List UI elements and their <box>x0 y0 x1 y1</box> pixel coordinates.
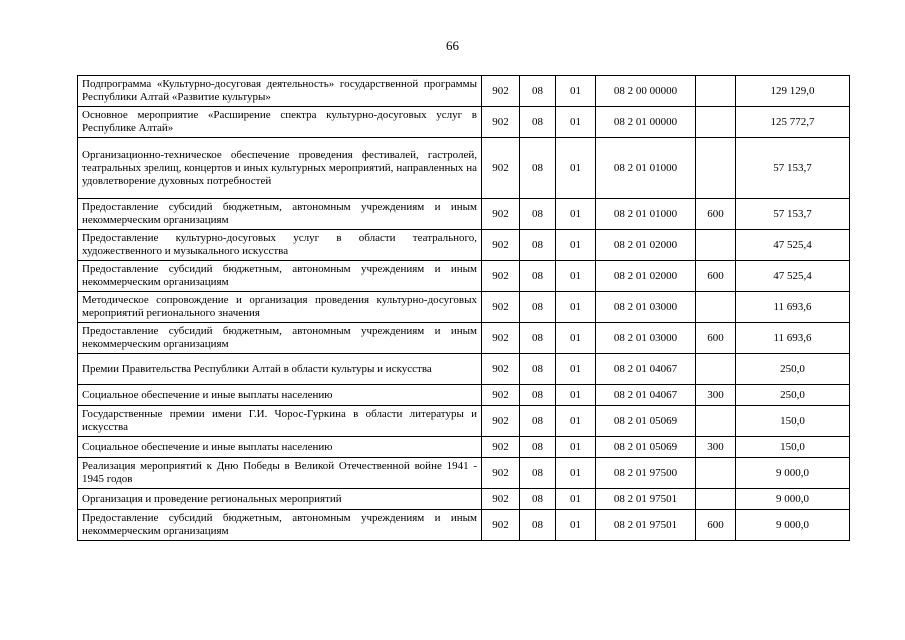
section-code: 08 <box>520 138 556 199</box>
subsection-code: 01 <box>556 261 596 292</box>
subsection-code: 01 <box>556 107 596 138</box>
expense-type-code <box>696 489 736 510</box>
section-code: 08 <box>520 199 556 230</box>
expense-type-code <box>696 354 736 385</box>
section-code: 08 <box>520 437 556 458</box>
amount: 9 000,0 <box>736 458 850 489</box>
amount: 9 000,0 <box>736 510 850 541</box>
ministry-code: 902 <box>482 458 520 489</box>
item-name: Организация и проведение региональных мероприятий <box>78 489 482 510</box>
expense-type-code: 300 <box>696 437 736 458</box>
ministry-code: 902 <box>482 437 520 458</box>
subsection-code: 01 <box>556 489 596 510</box>
expense-type-code: 600 <box>696 199 736 230</box>
subsection-code: 01 <box>556 406 596 437</box>
section-code: 08 <box>520 76 556 107</box>
item-name: Предоставление культурно-досуговых услуг в области театрального, художественного и музыкального искусства <box>78 230 482 261</box>
item-name: Предоставление субсидий бюджетным, автономным учреждениям и иным некоммерческим организациям <box>78 323 482 354</box>
subsection-code: 01 <box>556 230 596 261</box>
target-article-code: 08 2 01 05069 <box>596 406 696 437</box>
table-row <box>78 385 850 406</box>
amount: 57 153,7 <box>736 138 850 199</box>
expense-type-code <box>696 107 736 138</box>
target-article-code: 08 2 01 04067 <box>596 354 696 385</box>
table-row <box>78 138 850 199</box>
expense-type-code <box>696 458 736 489</box>
target-article-code: 08 2 01 00000 <box>596 107 696 138</box>
subsection-code: 01 <box>556 199 596 230</box>
ministry-code: 902 <box>482 510 520 541</box>
amount: 11 693,6 <box>736 292 850 323</box>
ministry-code: 902 <box>482 230 520 261</box>
item-name: Социальное обеспечение и иные выплаты населению <box>78 437 482 458</box>
expense-type-code: 600 <box>696 510 736 541</box>
amount: 250,0 <box>736 354 850 385</box>
item-name: Предоставление субсидий бюджетным, автономным учреждениям и иным некоммерческим организациям <box>78 261 482 292</box>
expense-type-code <box>696 76 736 107</box>
ministry-code: 902 <box>482 261 520 292</box>
section-code: 08 <box>520 510 556 541</box>
ministry-code: 902 <box>482 406 520 437</box>
item-name: Методическое сопровождение и организация проведения культурно-досуговых мероприятий регионального значения <box>78 292 482 323</box>
target-article-code: 08 2 01 03000 <box>596 292 696 323</box>
ministry-code: 902 <box>482 107 520 138</box>
item-name: Премии Правительства Республики Алтай в области культуры и искусства <box>78 354 482 385</box>
target-article-code: 08 2 01 97500 <box>596 458 696 489</box>
amount: 47 525,4 <box>736 230 850 261</box>
table-row <box>78 230 850 261</box>
ministry-code: 902 <box>482 354 520 385</box>
section-code: 08 <box>520 354 556 385</box>
target-article-code: 08 2 01 03000 <box>596 323 696 354</box>
subsection-code: 01 <box>556 437 596 458</box>
target-article-code: 08 2 01 01000 <box>596 199 696 230</box>
subsection-code: 01 <box>556 510 596 541</box>
subsection-code: 01 <box>556 138 596 199</box>
table-row <box>78 437 850 458</box>
ministry-code: 902 <box>482 292 520 323</box>
table-row <box>78 489 850 510</box>
expense-type-code <box>696 406 736 437</box>
table-row <box>78 406 850 437</box>
amount: 47 525,4 <box>736 261 850 292</box>
subsection-code: 01 <box>556 292 596 323</box>
section-code: 08 <box>520 261 556 292</box>
target-article-code: 08 2 01 04067 <box>596 385 696 406</box>
amount: 125 772,7 <box>736 107 850 138</box>
expense-type-code <box>696 138 736 199</box>
target-article-code: 08 2 01 97501 <box>596 510 696 541</box>
expense-type-code: 600 <box>696 323 736 354</box>
page-number: 66 <box>446 38 459 53</box>
table-row <box>78 261 850 292</box>
expense-type-code: 300 <box>696 385 736 406</box>
amount: 250,0 <box>736 385 850 406</box>
amount: 57 153,7 <box>736 199 850 230</box>
item-name: Государственные премии имени Г.И. Чорос-Гуркина в области литературы и искусства <box>78 406 482 437</box>
ministry-code: 902 <box>482 138 520 199</box>
expense-type-code: 600 <box>696 261 736 292</box>
ministry-code: 902 <box>482 323 520 354</box>
item-name: Подпрограмма «Культурно-досуговая деятельность» государственной программы Республики Алтай «Развитие культуры» <box>78 76 482 107</box>
subsection-code: 01 <box>556 458 596 489</box>
ministry-code: 902 <box>482 199 520 230</box>
section-code: 08 <box>520 292 556 323</box>
target-article-code: 08 2 01 01000 <box>596 138 696 199</box>
table-row <box>78 199 850 230</box>
target-article-code: 08 2 01 02000 <box>596 261 696 292</box>
item-name: Организационно-техническое обеспечение проведения фестивалей, гастролей, театральных зрелищ, концертов и иных культурных мероприятий, направленных на удовлетворение духовных потребностей <box>78 138 482 199</box>
ministry-code: 902 <box>482 385 520 406</box>
section-code: 08 <box>520 107 556 138</box>
amount: 150,0 <box>736 406 850 437</box>
table-row <box>78 107 850 138</box>
subsection-code: 01 <box>556 76 596 107</box>
table-row <box>78 510 850 541</box>
budget-table <box>77 75 850 541</box>
expense-type-code <box>696 292 736 323</box>
target-article-code: 08 2 01 02000 <box>596 230 696 261</box>
item-name: Предоставление субсидий бюджетным, автономным учреждениям и иным некоммерческим организациям <box>78 199 482 230</box>
table-row <box>78 354 850 385</box>
table-row <box>78 458 850 489</box>
subsection-code: 01 <box>556 323 596 354</box>
section-code: 08 <box>520 458 556 489</box>
amount: 129 129,0 <box>736 76 850 107</box>
table-row <box>78 292 850 323</box>
ministry-code: 902 <box>482 76 520 107</box>
section-code: 08 <box>520 385 556 406</box>
section-code: 08 <box>520 406 556 437</box>
item-name: Основное мероприятие «Расширение спектра культурно-досуговых услуг в Республике Алтай» <box>78 107 482 138</box>
amount: 150,0 <box>736 437 850 458</box>
item-name: Социальное обеспечение и иные выплаты населению <box>78 385 482 406</box>
expense-type-code <box>696 230 736 261</box>
section-code: 08 <box>520 230 556 261</box>
ministry-code: 902 <box>482 489 520 510</box>
table-row <box>78 76 850 107</box>
target-article-code: 08 2 01 05069 <box>596 437 696 458</box>
table-row <box>78 323 850 354</box>
subsection-code: 01 <box>556 385 596 406</box>
item-name: Предоставление субсидий бюджетным, автономным учреждениям и иным некоммерческим организациям <box>78 510 482 541</box>
section-code: 08 <box>520 323 556 354</box>
item-name: Реализация мероприятий к Дню Победы в Великой Отечественной войне 1941 - 1945 годов <box>78 458 482 489</box>
section-code: 08 <box>520 489 556 510</box>
amount: 9 000,0 <box>736 489 850 510</box>
budget-table-body <box>78 76 850 541</box>
subsection-code: 01 <box>556 354 596 385</box>
target-article-code: 08 2 01 97501 <box>596 489 696 510</box>
amount: 11 693,6 <box>736 323 850 354</box>
target-article-code: 08 2 00 00000 <box>596 76 696 107</box>
